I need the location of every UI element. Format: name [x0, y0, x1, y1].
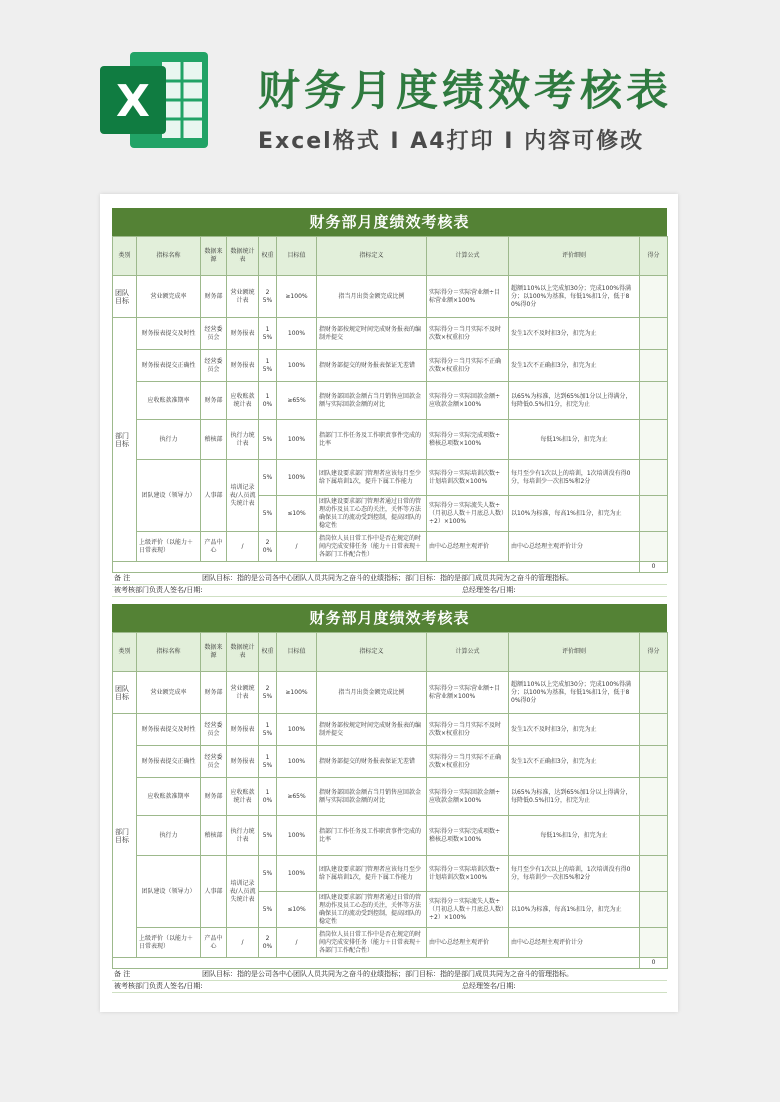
form-title: 财务部月度绩效考核表	[112, 208, 667, 236]
rule: 发生1次不正确扣3分，扣完为止	[509, 746, 640, 778]
definition: 指财务部提交的财务报表保证无差错	[317, 350, 427, 382]
weight: 5%	[259, 816, 277, 856]
target: 100%	[277, 350, 317, 382]
weight: 10%	[259, 382, 277, 420]
table-row	[113, 532, 668, 562]
formula: 由中心总经理主观评价	[427, 532, 509, 562]
definition: 指财务部回款金额占当月销售应回款金额与实际回款金额的对比	[317, 778, 427, 816]
rule: 发生1次不及时扣3分，扣完为止	[509, 318, 640, 350]
formula: 实际得分＝当月实际不及时次数×权重扣分	[427, 714, 509, 746]
stat-table: 执行力统计表	[227, 816, 259, 856]
total-score: 0	[640, 562, 668, 573]
header-row	[113, 237, 668, 276]
indicator-name: 营业额完成率	[137, 672, 201, 714]
col-header: 目标值	[277, 237, 317, 276]
data-source: 稽核部	[201, 816, 227, 856]
col-header: 指标定义	[317, 633, 427, 672]
indicator-name: 应收账款准期率	[137, 778, 201, 816]
stat-table: 营业额统计表	[227, 276, 259, 318]
total-score: 0	[640, 958, 668, 969]
target: 100%	[277, 460, 317, 496]
rule: 由中心总经理主观评价计分	[509, 928, 640, 958]
data-source: 经营委员会	[201, 746, 227, 778]
formula: 实际得分＝实际培训次数÷计划培训次数×100%	[427, 856, 509, 892]
weight: 5%	[259, 856, 277, 892]
weight: 10%	[259, 778, 277, 816]
gm-signature[interactable]: 总经理签名/日期:	[462, 982, 516, 990]
indicator-name: 上级评价（以能力＋日常表现）	[137, 928, 201, 958]
score-cell[interactable]	[640, 928, 668, 958]
definition: 团队建设要求部门管理者通过日常的管理动作及员工心态的关注，关怀等方法确保员工的流动受到控制，提高团队的稳定性	[317, 892, 427, 928]
formula: 实际得分＝实际回款金额÷应收款金额×100%	[427, 778, 509, 816]
formula: 实际得分＝实际流失人数÷（月初总人数＋月底总人数）÷2）×100%	[427, 892, 509, 928]
definition: 指财务部回款金额占当月销售应回款金额与实际回款金额的对比	[317, 382, 427, 420]
score-cell[interactable]	[640, 714, 668, 746]
definition: 指财务部提交的财务报表保证无差错	[317, 746, 427, 778]
target: 100%	[277, 816, 317, 856]
weight: 15%	[259, 318, 277, 350]
indicator-name: 执行力	[137, 816, 201, 856]
col-header: 得分	[640, 237, 668, 276]
stat-table: 执行力统计表	[227, 420, 259, 460]
table-row	[113, 350, 668, 382]
target: 100%	[277, 856, 317, 892]
total-row	[113, 958, 668, 969]
category-cell: 部门目标	[113, 318, 137, 562]
col-header: 数据统计表	[227, 633, 259, 672]
stat-table: 财务报表	[227, 318, 259, 350]
table-row	[113, 856, 668, 892]
formula: 实际得分＝实际营业额÷目标营业额×100%	[427, 672, 509, 714]
score-cell[interactable]	[640, 382, 668, 420]
col-header: 评价细则	[509, 237, 640, 276]
data-source: 财务部	[201, 778, 227, 816]
formula: 实际得分＝当月实际不正确次数×权重扣分	[427, 746, 509, 778]
score-cell[interactable]	[640, 816, 668, 856]
rule: 发生1次不正确扣3分，扣完为止	[509, 350, 640, 382]
table-row	[113, 318, 668, 350]
stat-table: 财务报表	[227, 714, 259, 746]
data-source: 稽核部	[201, 420, 227, 460]
indicator-name: 财务报表提交及时性	[137, 714, 201, 746]
total-row	[113, 562, 668, 573]
definition: 指岗位人员日常工作中是否在规定的时间内完成安排任务（能力＋日常表现＋各部门工作配合性）	[317, 928, 427, 958]
indicator-name: 上级评价（以能力＋日常表现）	[137, 532, 201, 562]
appraisal-form	[112, 604, 667, 993]
weight: 15%	[259, 746, 277, 778]
formula: 实际得分＝当月实际不正确次数×权重扣分	[427, 350, 509, 382]
col-header: 指标定义	[317, 237, 427, 276]
page-subtitle: Excel格式 I A4打印 I 内容可修改	[258, 129, 645, 154]
definition: 指当月出货金额完成比例	[317, 276, 427, 318]
signature-line	[112, 585, 667, 597]
total-label	[113, 958, 640, 969]
total-label	[113, 562, 640, 573]
weight: 5%	[259, 892, 277, 928]
data-source: 人事部	[201, 460, 227, 532]
definition: 指财务部按规定时间完成财务报表的编制并提交	[317, 318, 427, 350]
table-row	[113, 746, 668, 778]
definition: 团队建设要求部门管理者应该每月至少给下属培训1次，提升下属工作能力	[317, 460, 427, 496]
definition: 指部门工作任务及工作职责事件完成的比率	[317, 816, 427, 856]
remark-line	[112, 969, 667, 981]
appraisal-form	[112, 208, 667, 597]
score-cell[interactable]	[640, 460, 668, 496]
indicator-name: 财务报表提交正确性	[137, 350, 201, 382]
formula: 实际得分＝实际回款金额÷应收款金额×100%	[427, 382, 509, 420]
table-row	[113, 460, 668, 496]
score-cell[interactable]	[640, 350, 668, 382]
stat-table: 财务报表	[227, 350, 259, 382]
remark-line	[112, 573, 667, 585]
remark-label: 备 注	[114, 574, 131, 582]
definition: 团队建设要求部门管理者通过日常的管理动作及员工心态的关注，关怀等方法确保员工的流动受到控制，提高团队的稳定性	[317, 496, 427, 532]
rule: 每低1%扣1分，扣完为止	[509, 816, 640, 856]
target: 100%	[277, 318, 317, 350]
score-cell[interactable]	[640, 892, 668, 928]
formula: 实际得分＝实际培训次数÷计划培训次数×100%	[427, 460, 509, 496]
col-header: 得分	[640, 633, 668, 672]
score-cell[interactable]	[640, 856, 668, 892]
col-header: 计算公式	[427, 237, 509, 276]
col-header: 类别	[113, 237, 137, 276]
form-title: 财务部月度绩效考核表	[112, 604, 667, 632]
col-header: 数据来源	[201, 237, 227, 276]
indicator-name: 营业额完成率	[137, 276, 201, 318]
stat-table: 培训记录表/人员流失统计表	[227, 460, 259, 532]
remark-label: 备 注	[114, 970, 131, 978]
rule: 发生1次不及时扣3分，扣完为止	[509, 714, 640, 746]
remark-text: 团队目标：指的是公司各中心团队人员共同为之奋斗的业绩指标；部门目标：指的是部门成员共同为之奋斗的管理指标。	[202, 574, 573, 582]
score-cell[interactable]	[640, 318, 668, 350]
indicator-name: 团队建设（领导力）	[137, 460, 201, 532]
data-source: 财务部	[201, 672, 227, 714]
formula: 实际得分＝当月实际不及时次数×权重扣分	[427, 318, 509, 350]
indicator-name: 财务报表提交及时性	[137, 318, 201, 350]
target: /	[277, 928, 317, 958]
score-cell[interactable]	[640, 778, 668, 816]
dept-head-signature[interactable]: 被考核部门负责人签名/日期:	[114, 982, 203, 990]
kpi-table	[112, 632, 668, 969]
formula: 实际得分＝实际完成项数÷稽核总项数×100%	[427, 420, 509, 460]
data-source: 人事部	[201, 856, 227, 928]
page-title: 财务月度绩效考核表	[258, 66, 673, 115]
weight: 5%	[259, 420, 277, 460]
col-header: 指标名称	[137, 633, 201, 672]
rule: 超额110%以上完成加30分；完成100%得满分；以100%为基准，每低1%扣1分，低于80%得0分	[509, 276, 640, 318]
stat-table: /	[227, 928, 259, 958]
col-header: 权重	[259, 237, 277, 276]
data-source: 经营委员会	[201, 318, 227, 350]
col-header: 权重	[259, 633, 277, 672]
document-sheet	[100, 194, 678, 1012]
rule: 以10%为标准，每高1%扣1分，扣完为止	[509, 892, 640, 928]
svg-text:X: X	[116, 76, 150, 127]
weight: 15%	[259, 714, 277, 746]
weight: 15%	[259, 350, 277, 382]
category-cell: 团队目标	[113, 672, 137, 714]
target: ≥100%	[277, 276, 317, 318]
col-header: 数据统计表	[227, 237, 259, 276]
stat-table: 营业额统计表	[227, 672, 259, 714]
stat-table: 培训记录表/人员流失统计表	[227, 856, 259, 928]
target: ≤10%	[277, 496, 317, 532]
table-row	[113, 816, 668, 856]
stat-table: 应收账款统计表	[227, 778, 259, 816]
col-header: 目标值	[277, 633, 317, 672]
kpi-table	[112, 236, 668, 573]
category-cell: 部门目标	[113, 714, 137, 958]
target: /	[277, 532, 317, 562]
formula: 由中心总经理主观评价	[427, 928, 509, 958]
weight: 5%	[259, 496, 277, 532]
rule: 以10%为标准，每高1%扣1分，扣完为止	[509, 496, 640, 532]
weight: 5%	[259, 460, 277, 496]
definition: 指部门工作任务及工作职责事件完成的比率	[317, 420, 427, 460]
table-row	[113, 276, 668, 318]
formula: 实际得分＝实际完成项数÷稽核总项数×100%	[427, 816, 509, 856]
col-header: 评价细则	[509, 633, 640, 672]
table-row	[113, 928, 668, 958]
col-header: 计算公式	[427, 633, 509, 672]
rule: 以65%为标准，达到65%加1分以上得满分，每降低0.5%扣1分，扣完为止	[509, 382, 640, 420]
indicator-name: 团队建设（领导力）	[137, 856, 201, 928]
weight: 25%	[259, 276, 277, 318]
target: ≥65%	[277, 778, 317, 816]
target: 100%	[277, 746, 317, 778]
score-cell[interactable]	[640, 420, 668, 460]
rule: 超额110%以上完成加30分；完成100%得满分；以100%为基准，每低1%扣1分，低于80%得0分	[509, 672, 640, 714]
signature-line	[112, 981, 667, 993]
remark-text: 团队目标：指的是公司各中心团队人员共同为之奋斗的业绩指标；部门目标：指的是部门成员共同为之奋斗的管理指标。	[202, 970, 573, 978]
weight: 25%	[259, 672, 277, 714]
score-cell[interactable]	[640, 532, 668, 562]
col-header: 类别	[113, 633, 137, 672]
rule: 每月至少有1次以上的培训，1次培训没有得0分，每培训少一次扣5%和2分	[509, 460, 640, 496]
data-source: 经营委员会	[201, 714, 227, 746]
col-header: 数据来源	[201, 633, 227, 672]
target: 100%	[277, 420, 317, 460]
hero-banner	[0, 0, 780, 190]
table-row	[113, 382, 668, 420]
col-header: 指标名称	[137, 237, 201, 276]
target: ≥65%	[277, 382, 317, 420]
definition: 指当月出货金额完成比例	[317, 672, 427, 714]
dept-head-signature[interactable]: 被考核部门负责人签名/日期:	[114, 586, 203, 594]
formula: 实际得分＝实际流失人数÷（月初总人数＋月底总人数）÷2）×100%	[427, 496, 509, 532]
stat-table: 应收账款统计表	[227, 382, 259, 420]
header-row	[113, 633, 668, 672]
target: 100%	[277, 714, 317, 746]
table-row	[113, 714, 668, 746]
definition: 指岗位人员日常工作中是否在规定的时间内完成安排任务（能力＋日常表现＋各部门工作配合性）	[317, 532, 427, 562]
stat-table: 财务报表	[227, 746, 259, 778]
table-row	[113, 778, 668, 816]
indicator-name: 应收账款准期率	[137, 382, 201, 420]
indicator-name: 财务报表提交正确性	[137, 746, 201, 778]
data-source: 产品中心	[201, 928, 227, 958]
data-source: 财务部	[201, 276, 227, 318]
formula: 实际得分＝实际营业额÷目标营业额×100%	[427, 276, 509, 318]
score-cell[interactable]	[640, 496, 668, 532]
target: ≥100%	[277, 672, 317, 714]
target: ≤10%	[277, 892, 317, 928]
table-row	[113, 672, 668, 714]
category-cell: 团队目标	[113, 276, 137, 318]
weight: 20%	[259, 928, 277, 958]
stat-table: /	[227, 532, 259, 562]
definition: 团队建设要求部门管理者应该每月至少给下属培训1次，提升下属工作能力	[317, 856, 427, 892]
rule: 以65%为标准，达到65%加1分以上得满分，每降低0.5%扣1分，扣完为止	[509, 778, 640, 816]
score-cell[interactable]	[640, 672, 668, 714]
data-source: 产品中心	[201, 532, 227, 562]
data-source: 财务部	[201, 382, 227, 420]
rule: 由中心总经理主观评价计分	[509, 532, 640, 562]
rule: 每月至少有1次以上的培训，1次培训没有得0分，每培训少一次扣5%和2分	[509, 856, 640, 892]
rule: 每低1%扣1分，扣完为止	[509, 420, 640, 460]
excel-logo-icon	[100, 52, 208, 148]
score-cell[interactable]	[640, 746, 668, 778]
score-cell[interactable]	[640, 276, 668, 318]
weight: 20%	[259, 532, 277, 562]
gm-signature[interactable]: 总经理签名/日期:	[462, 586, 516, 594]
data-source: 经营委员会	[201, 350, 227, 382]
indicator-name: 执行力	[137, 420, 201, 460]
table-row	[113, 420, 668, 460]
definition: 指财务部按规定时间完成财务报表的编制并提交	[317, 714, 427, 746]
